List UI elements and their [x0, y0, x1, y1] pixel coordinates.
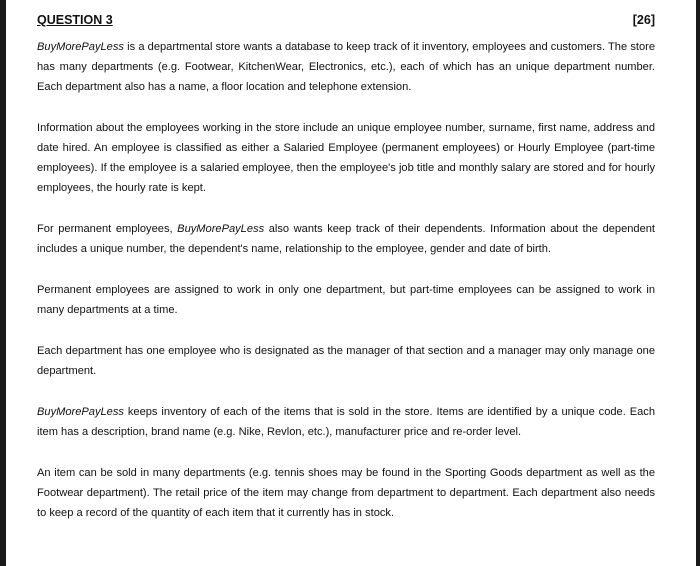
paragraph-text: keeps inventory of each of the items that is sold in the store. Items are identified by a unique code. Each item has a description, brand name (e.g. Nike, Revlon, etc.), manufacturer price and re-order level.: [37, 406, 655, 438]
paragraph-employees: [37, 118, 655, 198]
paragraph-inventory: [37, 402, 655, 442]
paragraph-text-after: also wants keep track of their dependents. Information about the dependent includes a unique number, the dependent's name, relationship to the employee, gender and date of birth.: [37, 223, 656, 255]
paragraph-store-overview: [37, 37, 655, 97]
question-title: QUESTION 3: [37, 13, 113, 27]
paragraph-manager: [37, 341, 655, 381]
right-border: [696, 0, 700, 566]
paragraph-dependents: [37, 219, 655, 259]
question-marks: [26]: [632, 13, 655, 27]
paragraph-text: Each department has one employee who is designated as the manager of that section and a manager may only manage one department.: [37, 345, 655, 377]
paragraph-assignment: [37, 280, 655, 320]
paragraph-text: Information about the employees working in the store include an unique employee number, surname, first name, address and date hired. An employee is classified as either a Salaried Employee (permanent employees) or Hourly Employee (part-time employees). If the employee is a salaried employee, then the employee's job title and monthly salary are stored and for hourly employees, the hourly rate is kept.: [37, 122, 655, 194]
paragraph-text: Permanent employees are assigned to work in only one department, but part-time employees can be assigned to work in many departments at a time.: [37, 284, 655, 316]
brand-name: BuyMorePayLess: [177, 223, 265, 235]
question-document: [37, 10, 655, 523]
paragraph-items-departments: [37, 463, 655, 523]
left-border: [0, 0, 6, 566]
question-header: [37, 10, 655, 30]
paragraph-text: is a departmental store wants a database to keep track of it inventory, employees and customers. The store has many departments (e.g. Footwear, KitchenWear, Electronics, etc.), each of which has an unique department number. Each department also has a name, a floor location and telephone extension.: [37, 41, 655, 93]
brand-name: BuyMorePayLess: [37, 406, 124, 418]
paragraph-text: An item can be sold in many departments (e.g. tennis shoes may be found in the Sporting Goods department as well as the Footwear department). The retail price of the item may change from department to department. Each department also needs to keep a record of the quantity of each item that it currently has in stock.: [37, 467, 655, 519]
brand-name: BuyMorePayLess: [37, 41, 124, 53]
paragraph-text-before: For permanent employees,: [37, 223, 178, 235]
